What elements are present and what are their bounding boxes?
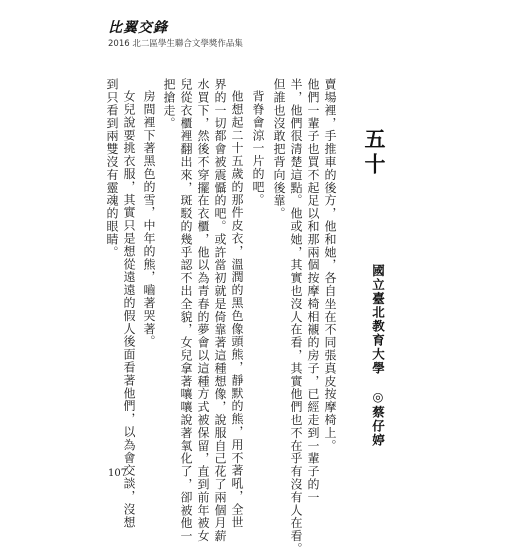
text-line: 但誰也沒敢把背向後靠。: [272, 78, 286, 220]
text-line: 把搶走。: [162, 78, 176, 130]
page-number: 107: [108, 468, 128, 479]
text-line: 他想起二十五歲的那件皮衣，溫潤的黑色像頭熊，靜默的熊，用不著吼，全世: [230, 90, 244, 529]
text-line: 賣場裡，手推車的後方，他和她，各自坐在不同張真皮按摩椅上。: [323, 78, 337, 453]
text-line: 到只看到兩雙沒有靈魂的眼睛。: [105, 78, 119, 259]
story-title: 五十: [362, 128, 387, 178]
text-line: 房間裡下著黑色的雪，中年的熊，嚙著哭著。: [142, 90, 156, 348]
text-line: 兒從衣櫃裡翻出來，斑駁的幾乎認不出全貌，女兒拿著嚷嚷說著氧化了，卻被他一: [179, 78, 193, 543]
text-line: 他們一輩子也買不起足以和那兩個按摩椅相襯的房子，已經走到一輩子的一: [306, 78, 320, 504]
text-line: 半，他們很清楚這點。他或她，其實也沒人在看，其實他們也不在乎有沒有人在看。: [289, 78, 303, 555]
text-line: 背脊會涼一片的吧。: [251, 90, 265, 207]
story-author: 國立臺北教育大學 ◎蔡仔婷: [370, 264, 386, 448]
text-line: 界的一切都會被震懾的吧。或許當初就是倚靠著這種想像，說服自己花了兩個月薪: [213, 78, 227, 543]
text-line: 水買下，然後不穿擺在衣櫃，他以為青春的夢會以這種方式被保留，直到前年被女: [196, 78, 210, 543]
collection-logo: 比翼交鋒: [108, 20, 168, 36]
text-line: 女兒說要挑衣服，其實只是想從遠遠的假人後面看著他們，以為會交談，沒想: [122, 90, 136, 529]
collection-subtitle: 2016 北二區學生聯合文學獎作品集: [108, 39, 243, 49]
